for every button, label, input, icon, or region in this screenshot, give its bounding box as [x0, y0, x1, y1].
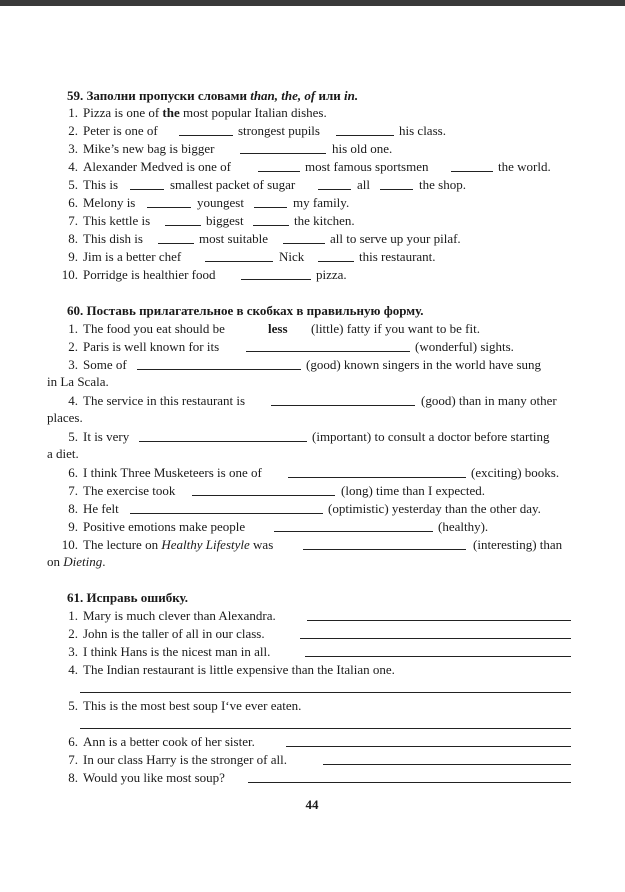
item-number: 8. [68, 501, 78, 516]
item-number: 6. [68, 734, 78, 749]
ex61-item-1 [0, 607, 625, 624]
ex60-item-5 [0, 428, 625, 445]
ex60-item-8 [0, 500, 625, 517]
answer-blank[interactable] [307, 620, 571, 621]
item-text: This kettle is [83, 213, 151, 228]
ex59-item-2 [0, 122, 625, 139]
item-text: Peter is one of [83, 123, 158, 138]
item-number: 2. [68, 123, 78, 138]
exercise-59-title: 59. Заполни пропуски словами than, the, of или in. [67, 88, 359, 103]
item-number: 2. [68, 339, 78, 354]
item-text: (long) time than I expected. [341, 483, 486, 498]
item-text: This is the most best soup I‘ve ever eaten. [83, 698, 302, 713]
answer-blank[interactable] [318, 189, 351, 190]
item-text: (important) to consult a doctor before starting [312, 429, 550, 444]
item-number: 7. [68, 213, 78, 228]
answer-blank[interactable] [274, 531, 433, 532]
item-text: the kitchen. [294, 213, 355, 228]
item-text: (optimistic) yesterday than the other day. [328, 501, 541, 516]
item-text: on Dieting. [47, 554, 106, 569]
ex60-item-5-cont [0, 445, 625, 462]
item-text: this restaurant. [359, 249, 436, 264]
item-text: Alexander Medved is one of [83, 159, 232, 174]
item-text: He felt [83, 501, 119, 516]
item-text: Melony is [83, 195, 136, 210]
item-number: 3. [68, 644, 78, 659]
item-text: (little) fatty if you want to be fit. [311, 321, 480, 336]
item-text: The lecture on Healthy Lifestyle was [83, 537, 274, 552]
answer-blank[interactable] [258, 171, 300, 172]
item-number: 4. [68, 662, 78, 677]
item-text: Jim is a better chef [83, 249, 182, 264]
answer-blank[interactable] [130, 189, 164, 190]
item-text: his old one. [332, 141, 393, 156]
answer-blank[interactable] [318, 261, 354, 262]
item-number: 9. [68, 249, 78, 264]
item-number: 5. [68, 177, 78, 192]
exercise-60-title: 60. Поставь прилагательное в скобках в правильную форму. [67, 303, 424, 318]
answer-blank[interactable] [80, 728, 571, 729]
answer-blank[interactable] [137, 369, 301, 370]
item-text: This is [83, 177, 119, 192]
item-number: 7. [68, 483, 78, 498]
item-text: most suitable [199, 231, 268, 246]
page-number: 44 [305, 797, 319, 812]
item-text: I think Hans is the nicest man in all. [83, 644, 271, 659]
item-number: 2. [68, 626, 78, 641]
item-text: (healthy). [438, 519, 489, 534]
item-text: strongest pupils [238, 123, 320, 138]
answer-blank[interactable] [336, 135, 394, 136]
item-number: 4. [68, 159, 78, 174]
item-text: Porridge is healthier food [83, 267, 216, 282]
item-number: 10. [61, 537, 78, 552]
answer-blank[interactable] [80, 692, 571, 693]
answer-blank[interactable] [271, 405, 415, 406]
item-text: Positive emotions make people [83, 519, 246, 534]
ex61-item-5 [0, 697, 625, 714]
ex61-item-3 [0, 643, 625, 660]
item-text: (good) than in many other [421, 393, 557, 408]
item-text: Ann is a better cook of her sister. [83, 734, 255, 749]
ex60-item-9 [0, 518, 625, 535]
item-text: pizza. [316, 267, 347, 282]
item-text: his class. [399, 123, 446, 138]
item-text: The exercise took [83, 483, 176, 498]
item-text: the world. [498, 159, 551, 174]
item-text: the shop. [419, 177, 466, 192]
ex59-item-1 [0, 104, 625, 121]
answer-blank[interactable] [246, 351, 410, 352]
item-number: 8. [68, 231, 78, 246]
answer-blank[interactable] [158, 243, 194, 244]
item-number: 3. [68, 357, 78, 372]
ex59-item-9 [0, 248, 625, 265]
item-number: 1. [68, 105, 78, 120]
item-text: This dish is [83, 231, 143, 246]
item-text: Some of [83, 357, 127, 372]
answer-blank[interactable] [380, 189, 413, 190]
answer-blank[interactable] [147, 207, 191, 208]
item-text: Mike’s new bag is bigger [83, 141, 215, 156]
ex61-item-4 [0, 661, 625, 678]
item-number: 9. [68, 519, 78, 534]
item-text: The food you eat should be [83, 321, 225, 336]
ex60-item-2 [0, 338, 625, 355]
answer-blank[interactable] [303, 549, 466, 550]
item-number: 6. [68, 465, 78, 480]
ex59-item-6 [0, 194, 625, 211]
answer-blank[interactable] [240, 153, 326, 154]
item-text: biggest [206, 213, 244, 228]
ex60-item-3-cont [0, 373, 625, 390]
item-text: Nick [279, 249, 305, 264]
item-text: (interesting) than [473, 537, 563, 552]
item-text: (wonderful) sights. [415, 339, 514, 354]
item-text: Paris is well known for its [83, 339, 220, 354]
item-text: places. [47, 410, 83, 425]
answer-blank[interactable] [288, 477, 466, 478]
item-number: 7. [68, 752, 78, 767]
item-text: a diet. [47, 446, 79, 461]
answer-blank[interactable] [241, 279, 311, 280]
ex60-item-3 [0, 356, 625, 373]
ex60-item-1 [0, 320, 625, 337]
item-text: youngest [197, 195, 244, 210]
item-text: John is the taller of all in our class. [83, 626, 265, 641]
ex59-item-10 [0, 266, 625, 283]
item-text: The Indian restaurant is little expensive than the Italian one. [83, 662, 395, 677]
item-number: 8. [68, 770, 78, 785]
ex59-item-7 [0, 212, 625, 229]
answer-blank[interactable] [179, 135, 233, 136]
ex59-item-5 [0, 176, 625, 193]
answer-blank[interactable] [165, 225, 201, 226]
answer-blank[interactable] [192, 495, 335, 496]
ex61-item-7 [0, 751, 625, 768]
answer-blank[interactable] [323, 764, 571, 765]
item-number: 10. [61, 267, 78, 282]
item-number: 4. [68, 393, 78, 408]
ex60-item-10-cont [0, 553, 625, 570]
item-text: (exciting) books. [471, 465, 560, 480]
item-number: 5. [68, 429, 78, 444]
ex60-item-7 [0, 482, 625, 499]
item-text: The service in this restaurant is [83, 393, 246, 408]
exercise-61-title: 61. Исправь ошибку. [67, 590, 188, 605]
item-text: (good) known singers in the world have sung [306, 357, 542, 372]
answer-blank[interactable] [205, 261, 273, 262]
item-text: Would you like most soup? [83, 770, 225, 785]
answer-blank[interactable] [451, 171, 493, 172]
item-text: smallest packet of sugar [170, 177, 296, 192]
answer-blank[interactable] [254, 207, 287, 208]
item-text: all [357, 177, 370, 192]
ex59-item-4 [0, 158, 625, 175]
answer-blank[interactable] [283, 243, 325, 244]
ex61-item-2 [0, 625, 625, 642]
answer-blank[interactable] [305, 656, 571, 657]
item-number: 1. [68, 321, 78, 336]
ex60-item-4 [0, 392, 625, 409]
item-text: most famous sportsmen [305, 159, 429, 174]
item-text: in La Scala. [47, 374, 109, 389]
item-text: In our class Harry is the stronger of all. [83, 752, 287, 767]
answer-blank[interactable] [286, 746, 571, 747]
item-number: 3. [68, 141, 78, 156]
answer-blank[interactable] [248, 782, 571, 783]
filled-answer: less [268, 321, 288, 336]
ex60-item-4-cont [0, 409, 625, 426]
answer-blank[interactable] [300, 638, 571, 639]
item-number: 5. [68, 698, 78, 713]
item-text: I think Three Musketeers is one of [83, 465, 262, 480]
ex60-item-10 [0, 536, 625, 553]
ex61-item-6 [0, 733, 625, 750]
item-number: 1. [68, 608, 78, 623]
item-text: It is very [83, 429, 130, 444]
answer-blank[interactable] [253, 225, 289, 226]
item-text: my family. [293, 195, 350, 210]
ex60-item-6 [0, 464, 625, 481]
answer-blank[interactable] [130, 513, 323, 514]
ex59-item-3 [0, 140, 625, 157]
item-text: all to serve up your pilaf. [330, 231, 461, 246]
item-text: Pizza is one of the most popular Italian dishes. [83, 105, 327, 120]
item-number: 6. [68, 195, 78, 210]
ex59-item-8 [0, 230, 625, 247]
answer-blank[interactable] [139, 441, 307, 442]
item-text: Mary is much clever than Alexandra. [83, 608, 276, 623]
ex61-item-8 [0, 769, 625, 786]
